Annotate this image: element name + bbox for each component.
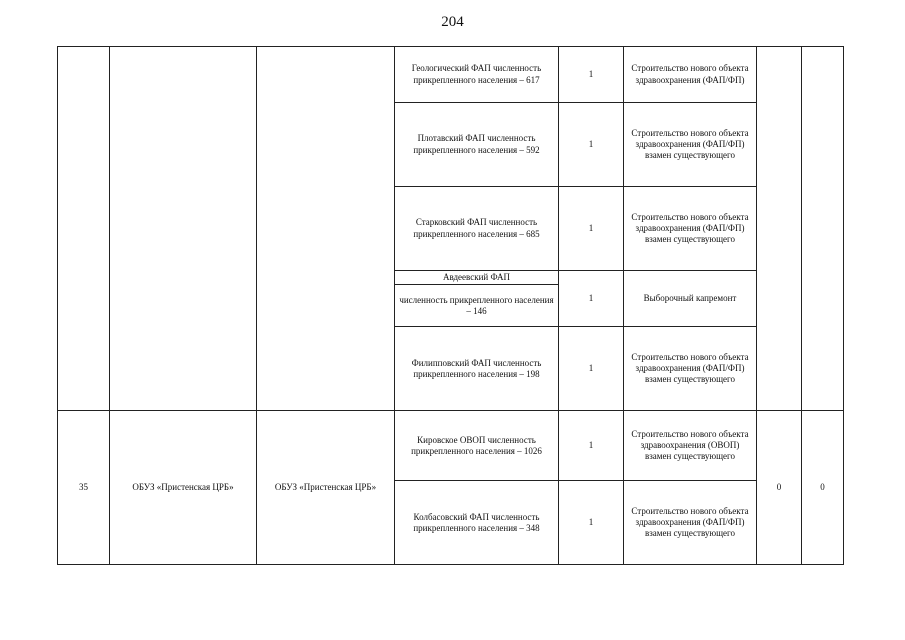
row-number-cell [58,47,110,411]
facility-name-cell: Колбасовский ФАП численность прикрепленного населения – 348 [395,481,559,565]
value-cell: 0 [757,411,802,565]
facility-name-cell: Филипповский ФАП численность прикрепленного населения – 198 [395,327,559,411]
facilities-table [57,46,844,565]
work-type-cell: Строительство нового объекта здравоохранения (ФАП/ФП) взамен существующего [624,103,757,187]
work-type-cell: Выборочный капремонт [624,271,757,327]
organization-cell [110,47,257,411]
facility-name-cell: Плотавский ФАП численность прикрепленного населения – 592 [395,103,559,187]
value-cell [802,47,844,411]
quantity-cell: 1 [559,103,624,187]
facility-name-cell: Старковский ФАП численность прикрепленного населения – 685 [395,187,559,271]
quantity-cell: 1 [559,411,624,481]
organization-cell-2: ОБУЗ «Пристенская ЦРБ» [257,411,395,565]
table-row [58,411,844,481]
page-number: 204 [441,14,464,30]
facility-name-cell: Кировское ОВОП численность прикрепленного населения – 1026 [395,411,559,481]
row-number-cell: 35 [58,411,110,565]
work-type-cell: Строительство нового объекта здравоохранения (ФАП/ФП) взамен существующего [624,481,757,565]
quantity-cell: 1 [559,187,624,271]
value-cell [757,47,802,411]
facility-name-cell: численность прикрепленного населения – 146 [395,285,559,327]
quantity-cell: 1 [559,481,624,565]
facility-name-cell: Геологический ФАП численность прикрепленного населения – 617 [395,47,559,103]
work-type-cell: Строительство нового объекта здравоохранения (ФАП/ФП) [624,47,757,103]
value-cell: 0 [802,411,844,565]
table-row [58,47,844,103]
quantity-cell: 1 [559,271,624,327]
work-type-cell: Строительство нового объекта здравоохранения (ФАП/ФП) взамен существующего [624,187,757,271]
work-type-cell: Строительство нового объекта здравоохранения (ОВОП) взамен существующего [624,411,757,481]
facility-name-cell: Авдеевский ФАП [395,271,559,285]
organization-cell-2 [257,47,395,411]
quantity-cell: 1 [559,47,624,103]
quantity-cell: 1 [559,327,624,411]
organization-cell: ОБУЗ «Пристенская ЦРБ» [110,411,257,565]
work-type-cell: Строительство нового объекта здравоохранения (ФАП/ФП) взамен существующего [624,327,757,411]
